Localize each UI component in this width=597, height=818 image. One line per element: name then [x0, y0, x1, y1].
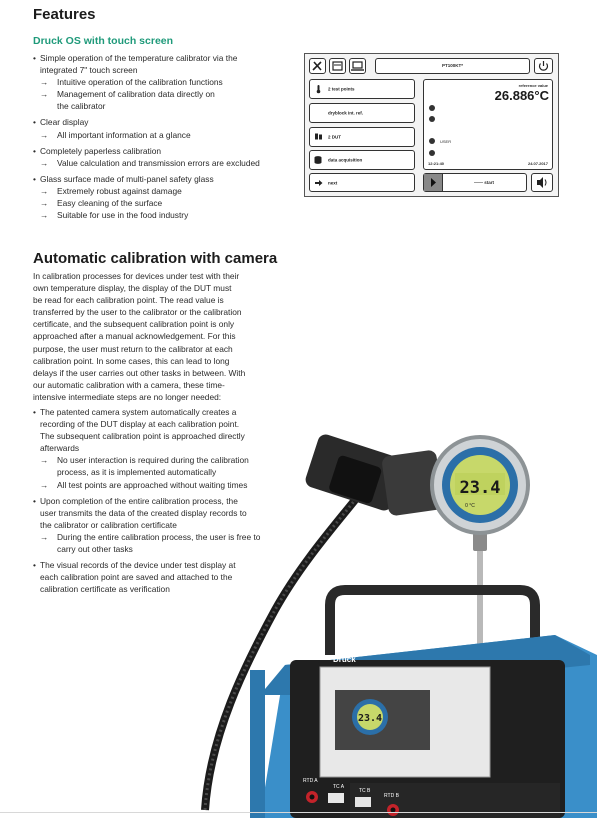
- touchscreen-illustration: [304, 53, 559, 197]
- sub-text: Extremely robust against damage: [57, 185, 182, 196]
- sub-text: the calibrator: [57, 101, 106, 112]
- play-icon: [424, 174, 443, 191]
- paragraph-line: approached after a manual acknowledgement. For this: [33, 331, 236, 342]
- bullet-text: calibration certificate as verification: [40, 584, 170, 595]
- paragraph-line: be read for each calibration point. The read value is: [33, 295, 224, 306]
- gauge-reading: 23.4: [459, 478, 501, 498]
- port-label: RTD A: [303, 778, 318, 784]
- bullet-text: The subsequent calibration point is approached directly: [40, 431, 245, 442]
- start-label: —— start: [474, 180, 495, 185]
- sub-item: → No user interaction is required during the calibration process, as it is implemented automatically: [40, 454, 303, 478]
- sub-item: → Intuitive operation of the calibration functions: [40, 76, 295, 88]
- port-label: TC A: [333, 784, 345, 790]
- features-heading: Features: [33, 6, 96, 23]
- data-acquisition-button: [309, 150, 415, 170]
- button-label: next: [328, 180, 338, 185]
- dut-button: [309, 127, 415, 147]
- button-label: 2 DUT: [328, 134, 342, 140]
- database-icon: [314, 156, 323, 165]
- sub-item: → All important information at a glance: [40, 129, 295, 141]
- features-list: [33, 52, 295, 221]
- bullet-text: each calibration point are saved and attached to the: [40, 572, 233, 583]
- paragraph-line: calibration point. In some cases, this can lead to long: [33, 355, 230, 366]
- probe-field: [375, 58, 530, 74]
- start-text: start: [484, 180, 495, 185]
- button-label: dryblock int. ref.: [328, 110, 364, 116]
- user-label: USER: [440, 139, 452, 144]
- sub-item: → All test points are approached without waiting times: [40, 479, 303, 491]
- bullet-text: • The visual records of the device under test display at: [40, 560, 236, 571]
- bullet-text: recording of the DUT display at each calibration point.: [40, 419, 240, 430]
- paragraph-line: our automatic calibration with a camera, these time-: [33, 379, 225, 390]
- sub-text: carry out other tasks: [57, 544, 133, 555]
- sub-text: All test points are approached without waiting times: [57, 479, 248, 490]
- bullet-text: user transmits the data of the created display records to: [40, 507, 247, 518]
- bullet-text: integrated 7" touch screen: [40, 65, 138, 76]
- sub-item: → Easy cleaning of the surface: [40, 197, 295, 209]
- date-label: 24.07.2017: [527, 161, 548, 166]
- paragraph-line: In calibration processes for devices under test with their: [33, 271, 240, 281]
- feature-bullet: [33, 116, 295, 140]
- arrow-right-icon: [314, 178, 323, 187]
- sub-item: → Extremely robust against damage: [40, 185, 295, 197]
- sub-text: process, as it is implemented automatically: [57, 467, 217, 478]
- sub-text: No user interaction is required during the calibration: [57, 455, 249, 466]
- feature-bullet: [33, 52, 295, 112]
- sub-text: Suitable for use in the food industry: [57, 210, 189, 221]
- bullet-text: afterwards: [40, 443, 80, 454]
- paragraph-line: intensive intermediate steps are no longer needed:: [33, 391, 222, 402]
- dut-icon: [314, 133, 323, 142]
- calibrator-icon: [329, 58, 346, 74]
- paragraph-line: own temperature display, the display of the DUT must: [33, 283, 232, 294]
- button-label: 2 test points: [328, 86, 355, 92]
- sub-text: Intuitive operation of the calibration functions: [57, 77, 223, 88]
- paragraph-line: transferred by the user to the calibrator or the calibration: [33, 307, 242, 318]
- bullet-text: the calibrator or calibration certificate: [40, 519, 177, 530]
- port-label: RTD B: [384, 793, 399, 799]
- laptop-icon: [349, 58, 366, 74]
- probe-label: PT100KT*: [441, 63, 463, 68]
- bullet-text: Clear display: [40, 117, 89, 128]
- user-icon: [429, 138, 435, 144]
- probe-stem: [477, 545, 483, 655]
- bullet-text: Simple operation of the temperature calibrator via the: [40, 53, 238, 63]
- sub-item: → During the entire calibration process, the user is free to carry out other tasks: [40, 531, 303, 555]
- dut-gauge: [432, 437, 528, 533]
- features-subheading: Druck OS with touch screen: [33, 35, 174, 47]
- sub-item: → Suitable for use in the food industry: [40, 209, 295, 221]
- sub-item: → Value calculation and transmission errors are excluded: [40, 157, 295, 169]
- feature-bullet: [33, 173, 295, 221]
- port-label: TC B: [359, 788, 371, 794]
- status-dot: [429, 116, 435, 122]
- calibrator-photo: [150, 405, 597, 818]
- bullet-text: • The patented camera system automatically creates a: [40, 407, 237, 417]
- reference-label: reference value: [518, 83, 548, 88]
- speaker-icon: [531, 173, 553, 192]
- gauge-unit: 0 °C: [465, 503, 475, 509]
- sub-text: Management of calibration data directly on: [57, 89, 215, 100]
- status-dot: [429, 150, 435, 156]
- sub-text: Easy cleaning of the surface: [57, 198, 163, 209]
- power-icon: [534, 58, 553, 74]
- sub-text: All important information at a glance: [57, 129, 191, 140]
- next-button: [309, 173, 415, 192]
- time-label: 12:21:40: [428, 161, 445, 166]
- sub-text: During the entire calibration process, the user is free to: [57, 531, 261, 542]
- sub-item: → Management of calibration data directly on the calibrator: [40, 88, 295, 112]
- dryblock-button: [309, 103, 415, 123]
- camera-icon: [304, 432, 444, 516]
- reference-panel: [423, 79, 553, 170]
- start-bar: [423, 173, 527, 192]
- bullet-text: • Upon completion of the entire calibration process, the: [40, 495, 238, 506]
- button-label: data acquisition: [328, 157, 363, 163]
- paragraph-line: delays if the user carries out other tasks in between. With: [33, 367, 246, 378]
- brand-logo: Druck: [333, 655, 356, 664]
- reference-value: 26.886°C: [494, 88, 549, 103]
- test-points-button: [309, 79, 415, 99]
- bullet-text: Completely paperless calibration: [40, 145, 162, 156]
- tools-icon: [309, 58, 326, 74]
- status-dot: [429, 105, 435, 111]
- feature-bullet: [33, 145, 295, 169]
- footer-divider: [0, 812, 597, 813]
- bullet-text: Glass surface made of multi-panel safety glass: [40, 173, 214, 184]
- camera-paragraph: [33, 270, 295, 403]
- paragraph-line: certificate, and the subsequent calibration point is only: [33, 319, 235, 330]
- camera-heading: Automatic calibration with camera: [33, 250, 278, 267]
- screen-reading: 23.4: [357, 713, 383, 724]
- paragraph-line: purpose, the user must return to the calibrator at each: [33, 343, 233, 354]
- thermometer-icon: [314, 85, 323, 94]
- device-screen: [320, 667, 490, 777]
- sub-text: Value calculation and transmission errors are excluded: [57, 157, 260, 168]
